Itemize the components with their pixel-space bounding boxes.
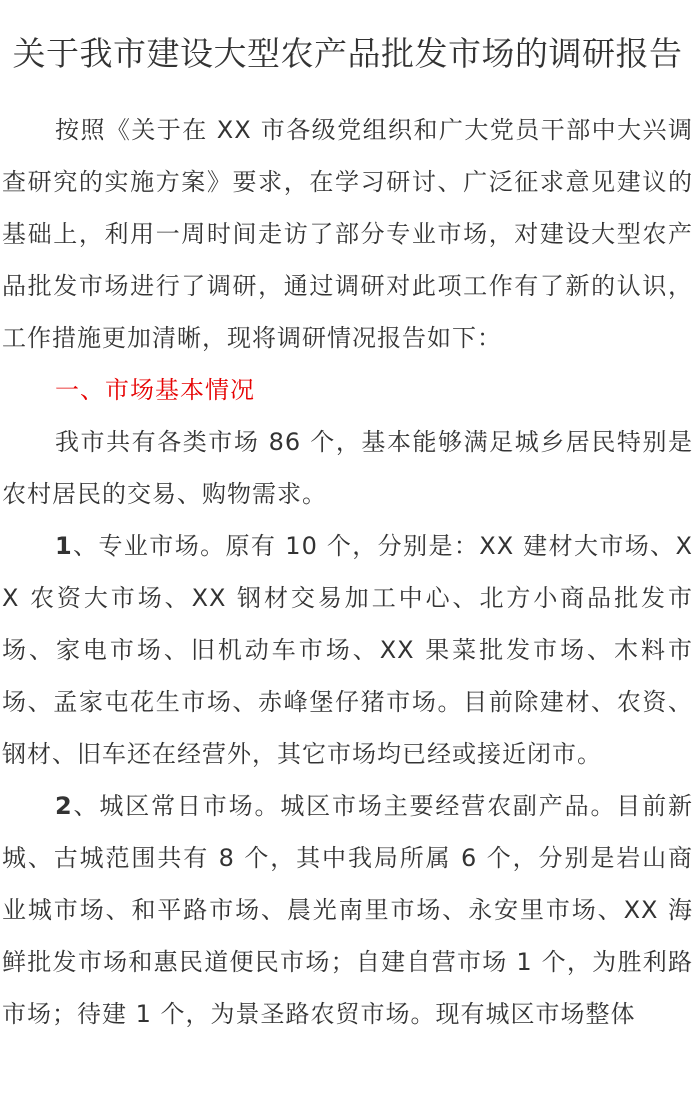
market-summary-paragraph: 我市共有各类市场 86 个，基本能够满足城乡居民特别是农村居民的交易、购物需求。 [2, 428, 693, 508]
professional-market-paragraph [2, 520, 693, 780]
document-title: 关于我市建设大型农产品批发市场的调研报告 [12, 34, 683, 73]
professional-market-text: 、专业市场。原有 10 个，分别是：XX 建材大市场、XX 农资大市场、XX 钢材交易加工中心、北方小商品批发市场、家电市场、旧机动车市场、XX 果菜批发市场、木料市场、孟家屯花生市场、赤峰堡仔猪市场。目前除建材、农资、钢材、旧车还在经营外，其它市场均已经或接近闭市。 [2, 532, 693, 768]
intro-paragraph: 按照《关于在 XX 市各级党组织和广大党员干部中大兴调查研究的实施方案》要求，在学习研讨、广泛征求意见建议的基础上，利用一周时间走访了部分专业市场，对建设大型农产品批发市场进行了调研，通过调研对此项工作有了新的认识，工作措施更加清晰，现将调研情况报告如下： [2, 116, 693, 352]
section-heading-market-overview: 一、市场基本情况 [55, 376, 255, 404]
item-number-2: 2 [55, 792, 73, 820]
item-number-1: 1 [55, 532, 73, 560]
urban-daily-market-paragraph [2, 780, 693, 1040]
urban-daily-market-text: 、城区常日市场。城区市场主要经营农副产品。目前新城、古城范围共有 8 个，其中我局所属 6 个，分别是岩山商业城市场、和平路市场、晨光南里市场、永安里市场、XX 海鲜批发市场和惠民道便民市场；自建自营市场 1 个，为胜利路市场；待建 1 个，为景圣路农贸市场。现有城区市场整体 [2, 792, 693, 1028]
